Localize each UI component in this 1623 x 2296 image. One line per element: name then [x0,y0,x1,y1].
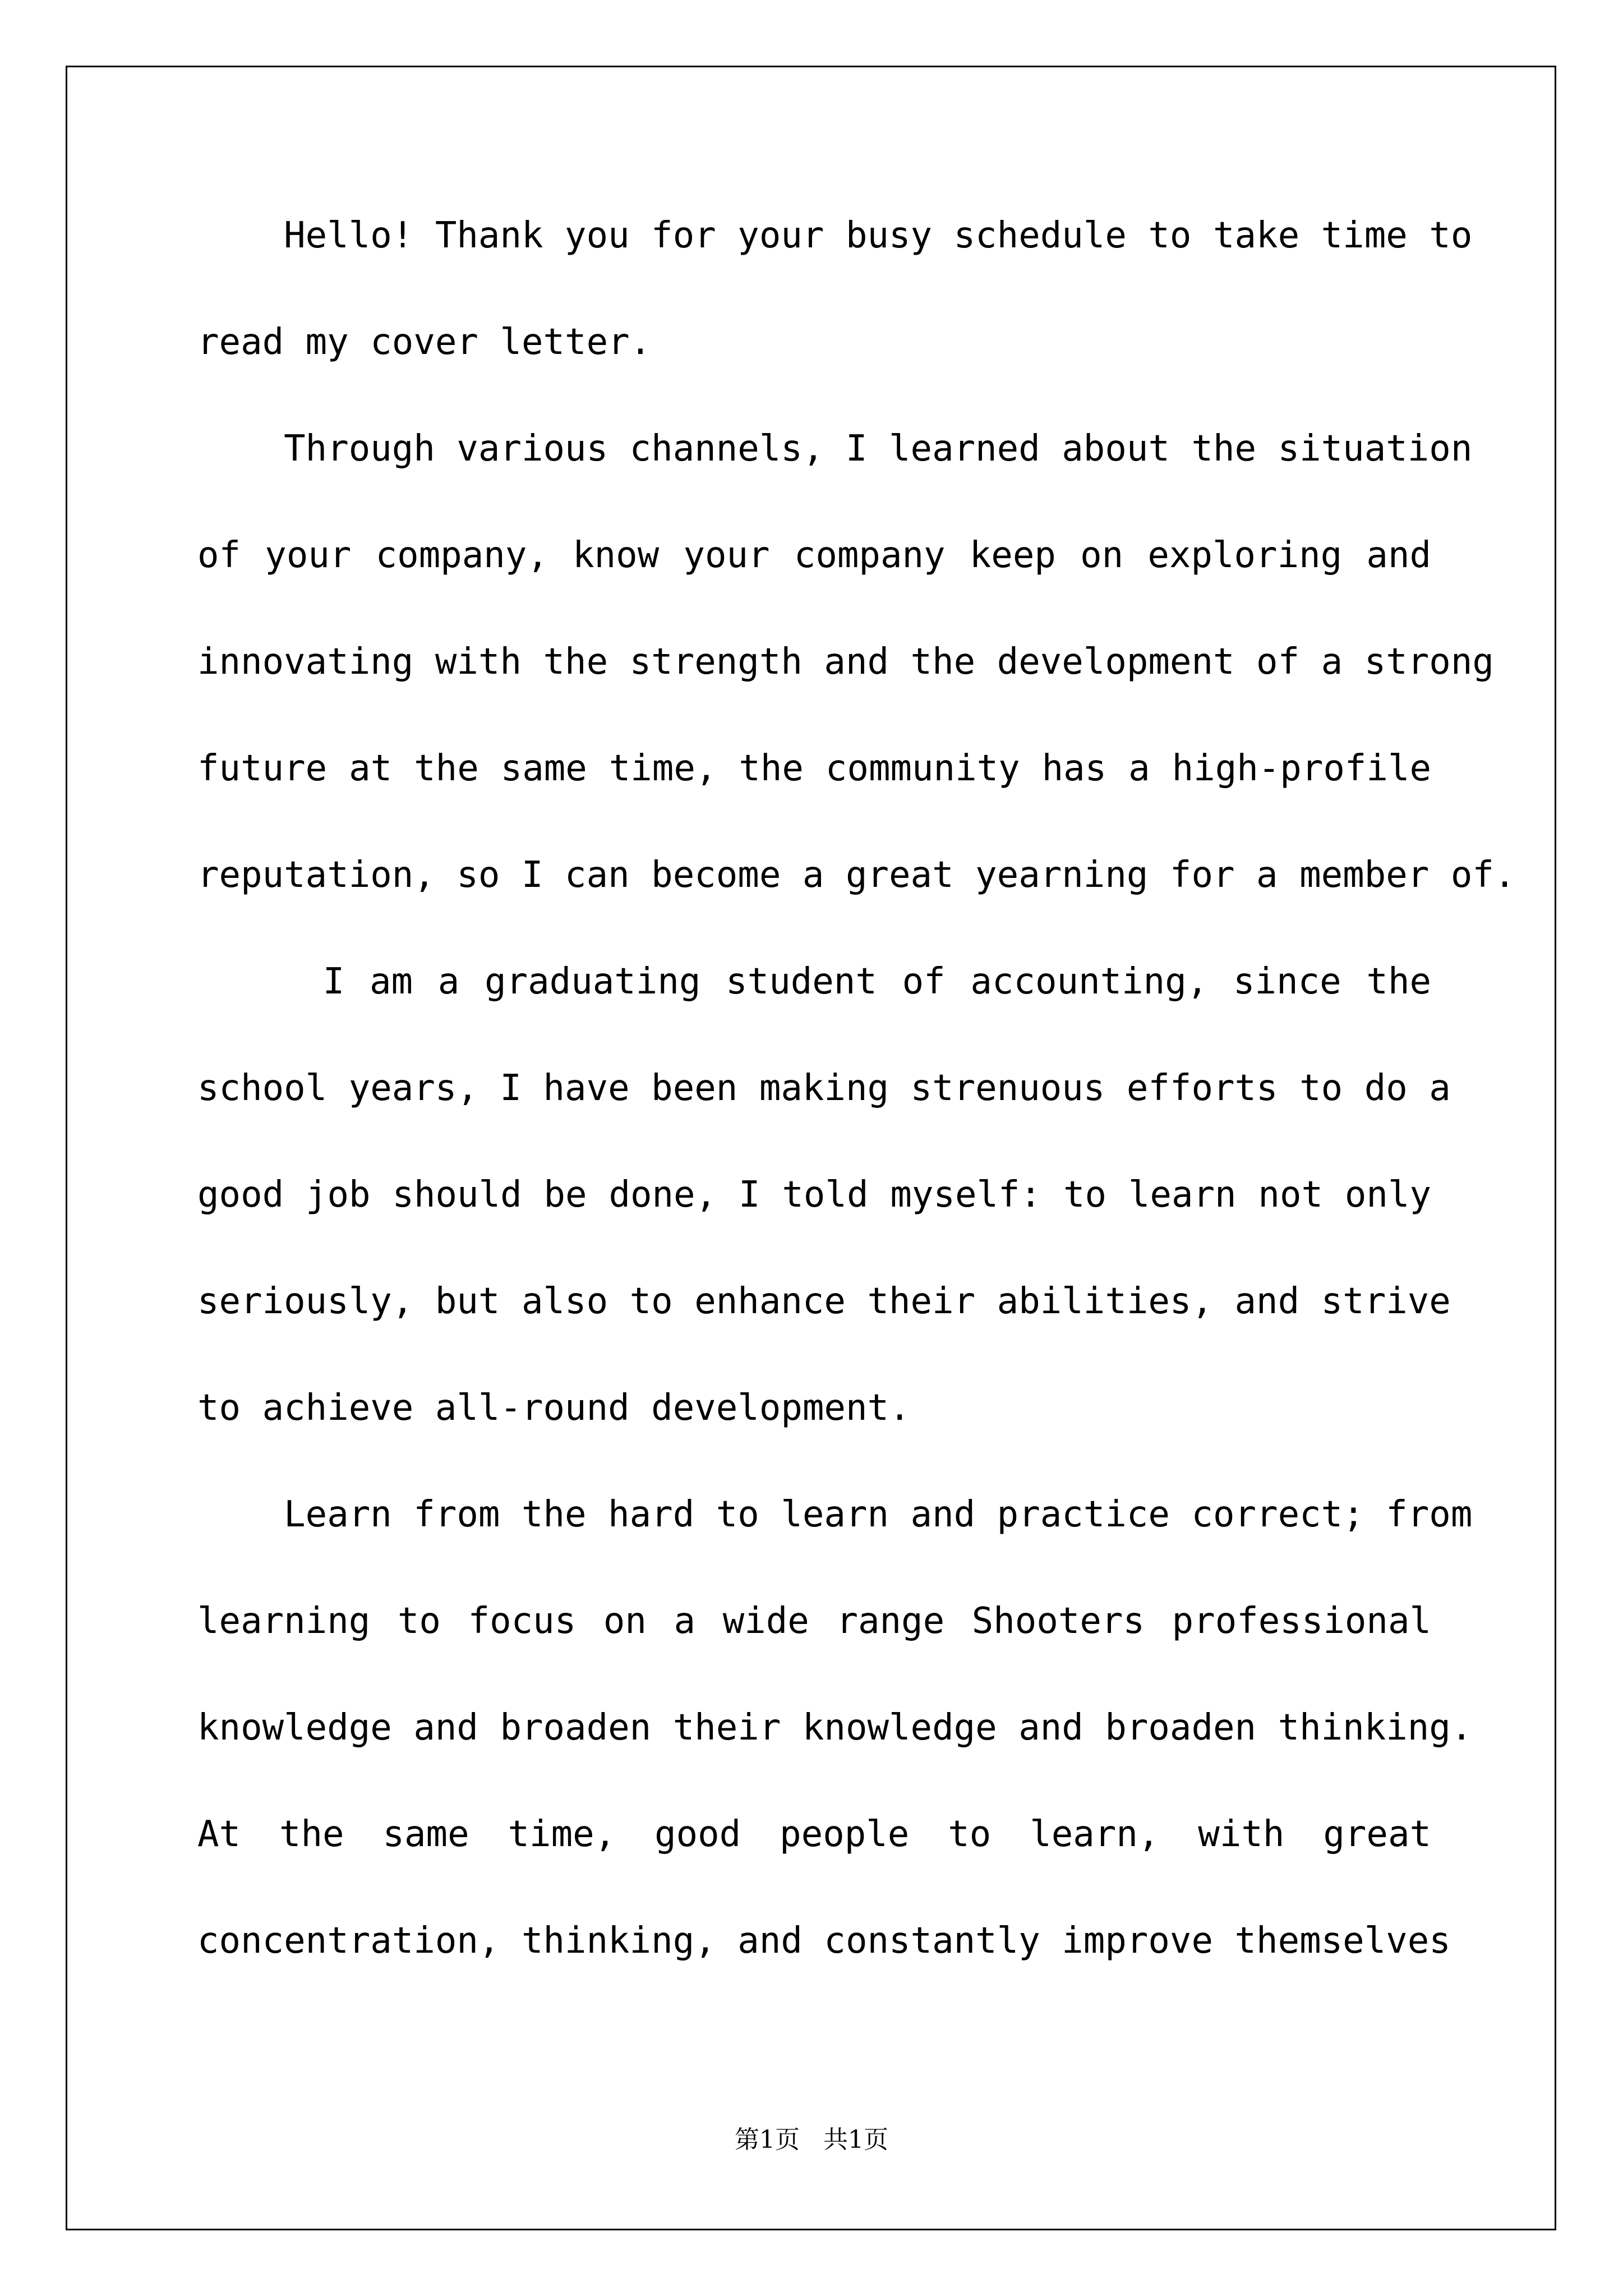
text-line: Learn from the hard to learn and practice correct; from [197,1494,1473,1535]
text-line: concentration, thinking, and constantly improve themselves [197,1920,1451,1962]
text-line: read my cover letter. [197,321,652,363]
text-line: Through various channels, I learned about the situation [197,428,1473,470]
text-line: reputation, so I can become a great yearning for a member of. [197,854,1516,896]
page-number-footer: 第1页 共1页 [735,2125,888,2154]
text-line: I am a graduating student of accounting, since the [197,961,1431,1002]
text-line: of your company, know your company keep on exploring and [197,535,1431,576]
page-border [66,66,1556,2230]
text-line: knowledge and broaden their knowledge and broaden thinking. [197,1707,1473,1749]
text-line: Hello! Thank you for your busy schedule to take time to [197,215,1473,256]
text-line: seriously, but also to enhance their abilities, and strive [197,1281,1451,1322]
text-line: good job should be done, I told myself: to learn not only [197,1174,1431,1216]
text-line: innovating with the strength and the development of a strong [197,641,1494,683]
text-line: to achieve all-round development. [197,1387,911,1429]
text-line: At the same time, good people to learn, with great [197,1814,1431,1855]
text-line: school years, I have been making strenuous efforts to do a [197,1068,1451,1109]
text-line: future at the same time, the community has a high-profile [197,748,1431,789]
text-line: learning to focus on a wide range Shooters professional [197,1600,1431,1642]
